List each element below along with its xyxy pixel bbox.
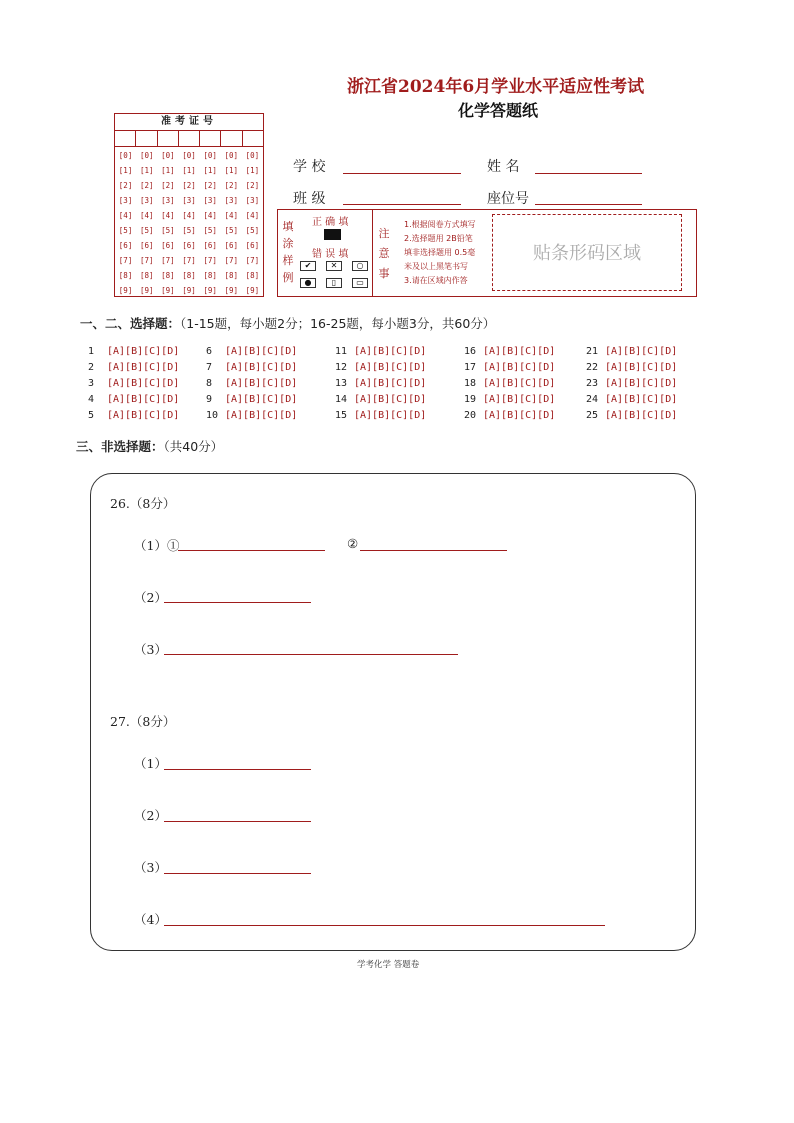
choice-number: 1	[88, 346, 95, 357]
wrong-mark-dash-icon: ▭	[352, 278, 368, 288]
exam-id-digit-bubble[interactable]: [6]	[245, 241, 260, 250]
exam-id-write-boxes	[115, 130, 263, 147]
q27-part1-label: （1）	[134, 756, 167, 771]
notice-side-char: 事	[378, 267, 390, 280]
exam-id-digit-bubble[interactable]: [8]	[245, 271, 260, 280]
choice-number: 9	[206, 394, 213, 405]
exam-id-digit-bubble[interactable]: [8]	[182, 271, 196, 280]
choice-options[interactable]: [A][B][C][D]	[225, 410, 298, 421]
exam-id-digit-bubble[interactable]: [6]	[118, 241, 133, 250]
exam-id-digit-bubble[interactable]: [7]	[224, 256, 239, 265]
class-field[interactable]	[343, 203, 461, 205]
exam-id-digit-row	[115, 193, 263, 208]
choice-item	[335, 394, 426, 405]
exam-id-digit-bubble[interactable]: [7]	[245, 256, 260, 265]
choice-number: 3	[88, 378, 95, 389]
exam-id-digit-bubble[interactable]: [1]	[118, 166, 133, 175]
choice-number: 5	[88, 410, 95, 421]
choice-number: 24	[586, 394, 599, 405]
exam-id-digit-row	[115, 268, 263, 283]
notice-side-char: 注	[378, 227, 390, 240]
choice-number: 25	[586, 410, 599, 421]
exam-id-digit-bubble[interactable]: [2]	[139, 181, 154, 190]
choice-number: 11	[335, 346, 348, 357]
q27-part1-answer-line[interactable]	[164, 768, 311, 770]
exam-id-digit-bubble[interactable]: [9]	[245, 286, 260, 295]
exam-id-digit-row	[115, 238, 263, 253]
exam-id-digit-bubble[interactable]: [6]	[161, 241, 175, 250]
correct-fill-mark	[324, 229, 341, 240]
notice-side-char: 意	[378, 247, 390, 260]
choice-options[interactable]: [A][B][C][D]	[483, 410, 556, 421]
q26-part3-label: （3）	[134, 642, 167, 657]
choice-number: 8	[206, 378, 213, 389]
choice-number: 23	[586, 378, 599, 389]
choice-item	[586, 378, 677, 389]
choice-options[interactable]: [A][B][C][D]	[107, 410, 180, 421]
choice-item	[464, 378, 555, 389]
exam-id-digit-bubble[interactable]: [2]	[161, 181, 175, 190]
exam-id-digit-bubbles	[115, 148, 263, 298]
choice-number: 4	[88, 394, 95, 405]
choice-number: 2	[88, 362, 95, 373]
exam-id-digit-bubble[interactable]: [6]	[182, 241, 196, 250]
barcode-area: 贴条形码区域	[492, 214, 682, 291]
exam-id-digit-bubble[interactable]: [8]	[203, 271, 217, 280]
choice-item	[206, 362, 297, 373]
section1-heading	[80, 314, 495, 332]
choice-item	[88, 346, 179, 357]
choice-item	[335, 346, 426, 357]
divider	[372, 210, 373, 296]
choice-item	[206, 346, 297, 357]
choice-options[interactable]: [A][B][C][D]	[107, 378, 180, 389]
exam-id-digit-bubble[interactable]: [6]	[203, 241, 217, 250]
school-label: 学 校	[293, 159, 326, 175]
fill-side-char: 例	[282, 271, 294, 284]
choice-options[interactable]: [A][B][C][D]	[354, 346, 427, 357]
choice-options[interactable]: [A][B][C][D]	[605, 410, 678, 421]
exam-id-digit-bubble[interactable]: [0]	[182, 151, 196, 160]
exam-id-digit-bubble[interactable]: [8]	[224, 271, 239, 280]
seat-field[interactable]	[535, 203, 642, 205]
choice-item	[586, 410, 677, 421]
choice-options[interactable]: [A][B][C][D]	[354, 362, 427, 373]
exam-id-box[interactable]	[136, 130, 157, 146]
class-label: 班 级	[293, 191, 326, 207]
wrong-mark-dot-icon: ●	[300, 278, 316, 288]
choice-item	[464, 410, 555, 421]
exam-id-digit-bubble[interactable]: [7]	[118, 256, 133, 265]
exam-id-digit-bubble[interactable]: [3]	[118, 196, 133, 205]
exam-id-digit-bubble[interactable]: [4]	[182, 211, 196, 220]
exam-id-digit-bubble[interactable]: [2]	[182, 181, 196, 190]
exam-id-digit-bubble[interactable]: [9]	[118, 286, 133, 295]
choice-number: 14	[335, 394, 348, 405]
choice-item	[206, 410, 297, 421]
choice-options[interactable]: [A][B][C][D]	[605, 394, 678, 405]
notice-line: 米及以上黑笔书写	[404, 262, 468, 271]
fill-side-char: 填	[282, 220, 294, 233]
exam-id-digit-row	[115, 163, 263, 178]
choice-options[interactable]: [A][B][C][D]	[483, 362, 556, 373]
choice-options[interactable]: [A][B][C][D]	[605, 362, 678, 373]
section1-note: （1-15题，每小题2分；16-25题，每小题3分，共60分）	[180, 316, 496, 331]
exam-id-digit-bubble[interactable]: [7]	[161, 256, 175, 265]
choice-number: 16	[464, 346, 477, 357]
choice-number: 19	[464, 394, 477, 405]
choice-item	[464, 362, 555, 373]
q26-part1b-label: ②	[347, 536, 359, 551]
exam-id-digit-bubble[interactable]: [0]	[161, 151, 175, 160]
choice-number: 20	[464, 410, 477, 421]
exam-id-digit-bubble[interactable]: [0]	[245, 151, 260, 160]
choice-options[interactable]: [A][B][C][D]	[483, 394, 556, 405]
exam-id-digit-bubble[interactable]: [5]	[182, 226, 196, 235]
choice-number: 21	[586, 346, 599, 357]
notice-line: 填非选择题用 0.5毫	[404, 248, 476, 257]
choice-options[interactable]: [A][B][C][D]	[225, 362, 298, 373]
exam-id-digit-bubble[interactable]: [7]	[182, 256, 196, 265]
exam-id-digit-row	[115, 223, 263, 238]
choice-number: 13	[335, 378, 348, 389]
wrong-fill-label: 错 误 填	[312, 249, 349, 260]
exam-id-digit-bubble[interactable]: [3]	[182, 196, 196, 205]
choice-item	[464, 394, 555, 405]
exam-id-digit-bubble[interactable]: [3]	[224, 196, 239, 205]
fill-side-char: 样	[282, 254, 294, 267]
choice-options[interactable]: [A][B][C][D]	[107, 362, 180, 373]
choice-options[interactable]: [A][B][C][D]	[225, 346, 298, 357]
q27-part3-label: （3）	[134, 860, 167, 875]
choice-item	[335, 410, 426, 421]
q27-part4-answer-line[interactable]	[164, 924, 605, 926]
choice-options[interactable]: [A][B][C][D]	[483, 346, 556, 357]
exam-id-digit-bubble[interactable]: [0]	[139, 151, 154, 160]
choice-options[interactable]: [A][B][C][D]	[483, 378, 556, 389]
choice-item	[335, 378, 426, 389]
exam-id-digit-bubble[interactable]: [3]	[203, 196, 217, 205]
notice-lines	[404, 218, 476, 288]
exam-id-digit-row	[115, 253, 263, 268]
notice-line: 1.根据阅卷方式填写	[404, 220, 476, 229]
school-field[interactable]	[343, 172, 461, 174]
q27-title: 27.（8分）	[110, 714, 176, 729]
notice-line: 3.请在区域内作答	[404, 276, 468, 285]
answer-sheet-title: 化学答题纸	[458, 101, 539, 120]
q26-part1b-answer-line[interactable]	[360, 549, 507, 551]
q27-part4-label: （4）	[134, 912, 167, 927]
fill-side-char: 涂	[282, 237, 294, 250]
exam-id-digit-bubble[interactable]: [2]	[203, 181, 217, 190]
q26-title: 26.（8分）	[110, 496, 176, 511]
exam-id-digit-bubble[interactable]: [8]	[139, 271, 154, 280]
choice-number: 18	[464, 378, 477, 389]
exam-id-box[interactable]	[115, 130, 136, 146]
exam-id-digit-bubble[interactable]: [4]	[245, 211, 260, 220]
choice-number: 15	[335, 410, 348, 421]
section2-title: 三、非选择题：	[76, 439, 164, 454]
exam-id-digit-bubble[interactable]: [2]	[224, 181, 239, 190]
exam-id-digit-bubble[interactable]: [4]	[161, 211, 175, 220]
exam-id-box[interactable]	[200, 130, 221, 146]
exam-id-digit-bubble[interactable]: [5]	[161, 226, 175, 235]
q27-part2-answer-line[interactable]	[164, 820, 311, 822]
exam-id-digit-row	[115, 208, 263, 223]
q26-part2-label: （2）	[134, 590, 167, 605]
exam-id-digit-bubble[interactable]: [1]	[182, 166, 196, 175]
fill-example-side-label	[282, 218, 294, 286]
exam-id-digit-bubble[interactable]: [5]	[203, 226, 217, 235]
choice-options[interactable]: [A][B][C][D]	[354, 394, 427, 405]
wrong-mark-circle-icon: ○	[352, 261, 368, 271]
exam-id-digit-bubble[interactable]: [5]	[139, 226, 154, 235]
wrong-mark-partial-icon: ▯	[326, 278, 342, 288]
choice-item	[88, 394, 179, 405]
exam-id-digit-bubble[interactable]: [0]	[203, 151, 217, 160]
exam-id-digit-bubble[interactable]: [6]	[139, 241, 154, 250]
exam-id-digit-bubble[interactable]: [6]	[224, 241, 239, 250]
exam-id-label: 准考证号	[115, 114, 263, 131]
exam-id-digit-bubble[interactable]: [1]	[245, 166, 260, 175]
exam-id-digit-bubble[interactable]: [7]	[203, 256, 217, 265]
name-field[interactable]	[535, 172, 642, 174]
choice-number: 12	[335, 362, 348, 373]
q26-part1a-answer-line[interactable]	[178, 549, 325, 551]
choice-item	[586, 346, 677, 357]
exam-id-digit-bubble[interactable]: [5]	[224, 226, 239, 235]
choice-options[interactable]: [A][B][C][D]	[107, 394, 180, 405]
exam-id-digit-bubble[interactable]: [1]	[139, 166, 154, 175]
choice-item	[88, 362, 179, 373]
choice-options[interactable]: [A][B][C][D]	[354, 378, 427, 389]
choice-item	[206, 394, 297, 405]
q27-part3-answer-line[interactable]	[164, 872, 311, 874]
exam-id-box[interactable]	[221, 130, 242, 146]
choice-item	[464, 346, 555, 357]
exam-id-digit-bubble[interactable]: [2]	[118, 181, 133, 190]
wrong-mark-check-icon: ✔	[300, 261, 316, 271]
choice-item	[586, 362, 677, 373]
notice-line: 2.选择题用 2B铅笔	[404, 234, 473, 243]
choice-item	[335, 362, 426, 373]
exam-id-digit-bubble[interactable]: [4]	[203, 211, 217, 220]
exam-id-digit-bubble[interactable]: [5]	[118, 226, 133, 235]
exam-id-digit-bubble[interactable]: [3]	[161, 196, 175, 205]
section1-title: 一、二、选择题：	[80, 316, 181, 331]
choice-options[interactable]: [A][B][C][D]	[605, 378, 678, 389]
q26-part3-answer-line[interactable]	[164, 653, 458, 655]
exam-id-digit-row	[115, 148, 263, 163]
seat-label: 座位号	[487, 191, 529, 207]
exam-id-digit-bubble[interactable]: [1]	[161, 166, 175, 175]
q26-part2-answer-line[interactable]	[164, 601, 311, 603]
choice-number: 17	[464, 362, 477, 373]
exam-id-digit-bubble[interactable]: [3]	[245, 196, 260, 205]
exam-id-digit-bubble[interactable]: [8]	[118, 271, 133, 280]
exam-id-digit-bubble[interactable]: [5]	[245, 226, 260, 235]
exam-id-digit-row	[115, 178, 263, 193]
q27-part2-label: （2）	[134, 808, 167, 823]
exam-id-digit-bubble[interactable]: [3]	[139, 196, 154, 205]
choice-options[interactable]: [A][B][C][D]	[225, 378, 298, 389]
exam-id-digit-bubble[interactable]: [7]	[139, 256, 154, 265]
choice-item	[88, 410, 179, 421]
exam-id-digit-bubble[interactable]: [9]	[161, 286, 175, 295]
section2-note: （共40分）	[163, 439, 224, 454]
choice-item	[88, 378, 179, 389]
choice-options[interactable]: [A][B][C][D]	[354, 410, 427, 421]
exam-id-digit-bubble[interactable]: [1]	[203, 166, 217, 175]
exam-id-box[interactable]	[179, 130, 200, 146]
exam-id-digit-bubble[interactable]: [4]	[224, 211, 239, 220]
wrong-mark-cross-icon: ✕	[326, 261, 342, 271]
exam-title: 浙江省2024年6月学业水平适应性考试	[347, 77, 645, 97]
exam-id-digit-bubble[interactable]: [2]	[245, 181, 260, 190]
exam-id-digit-bubble[interactable]: [9]	[224, 286, 239, 295]
exam-id-digit-bubble[interactable]: [0]	[224, 151, 239, 160]
choice-options[interactable]: [A][B][C][D]	[225, 394, 298, 405]
choice-number: 6	[206, 346, 213, 357]
answer-area	[90, 473, 696, 951]
exam-id-grid	[114, 113, 264, 297]
choice-item	[586, 394, 677, 405]
choice-number: 22	[586, 362, 599, 373]
q26-part1-label: （1）①	[134, 538, 180, 553]
exam-id-digit-bubble[interactable]: [9]	[139, 286, 154, 295]
exam-id-digit-bubble[interactable]: [8]	[161, 271, 175, 280]
section2-heading	[76, 437, 223, 455]
choice-options[interactable]: [A][B][C][D]	[605, 346, 678, 357]
exam-id-box[interactable]	[243, 130, 263, 146]
exam-id-digit-bubble[interactable]: [9]	[182, 286, 196, 295]
exam-id-digit-bubble[interactable]: [1]	[224, 166, 239, 175]
correct-fill-label: 正 确 填	[312, 217, 349, 228]
footer-text: 学考化学 答题卷	[357, 960, 420, 970]
notice-side-label	[378, 224, 390, 284]
choice-item	[206, 378, 297, 389]
exam-id-digit-bubble[interactable]: [4]	[118, 211, 133, 220]
exam-id-digit-bubble[interactable]: [0]	[118, 151, 133, 160]
choice-options[interactable]: [A][B][C][D]	[107, 346, 180, 357]
exam-id-digit-bubble[interactable]: [9]	[203, 286, 217, 295]
choice-number: 7	[206, 362, 213, 373]
exam-id-digit-bubble[interactable]: [4]	[139, 211, 154, 220]
exam-id-box[interactable]	[158, 130, 179, 146]
exam-id-digit-row	[115, 283, 263, 298]
name-label: 姓 名	[487, 159, 520, 175]
choice-number: 10	[206, 410, 219, 421]
